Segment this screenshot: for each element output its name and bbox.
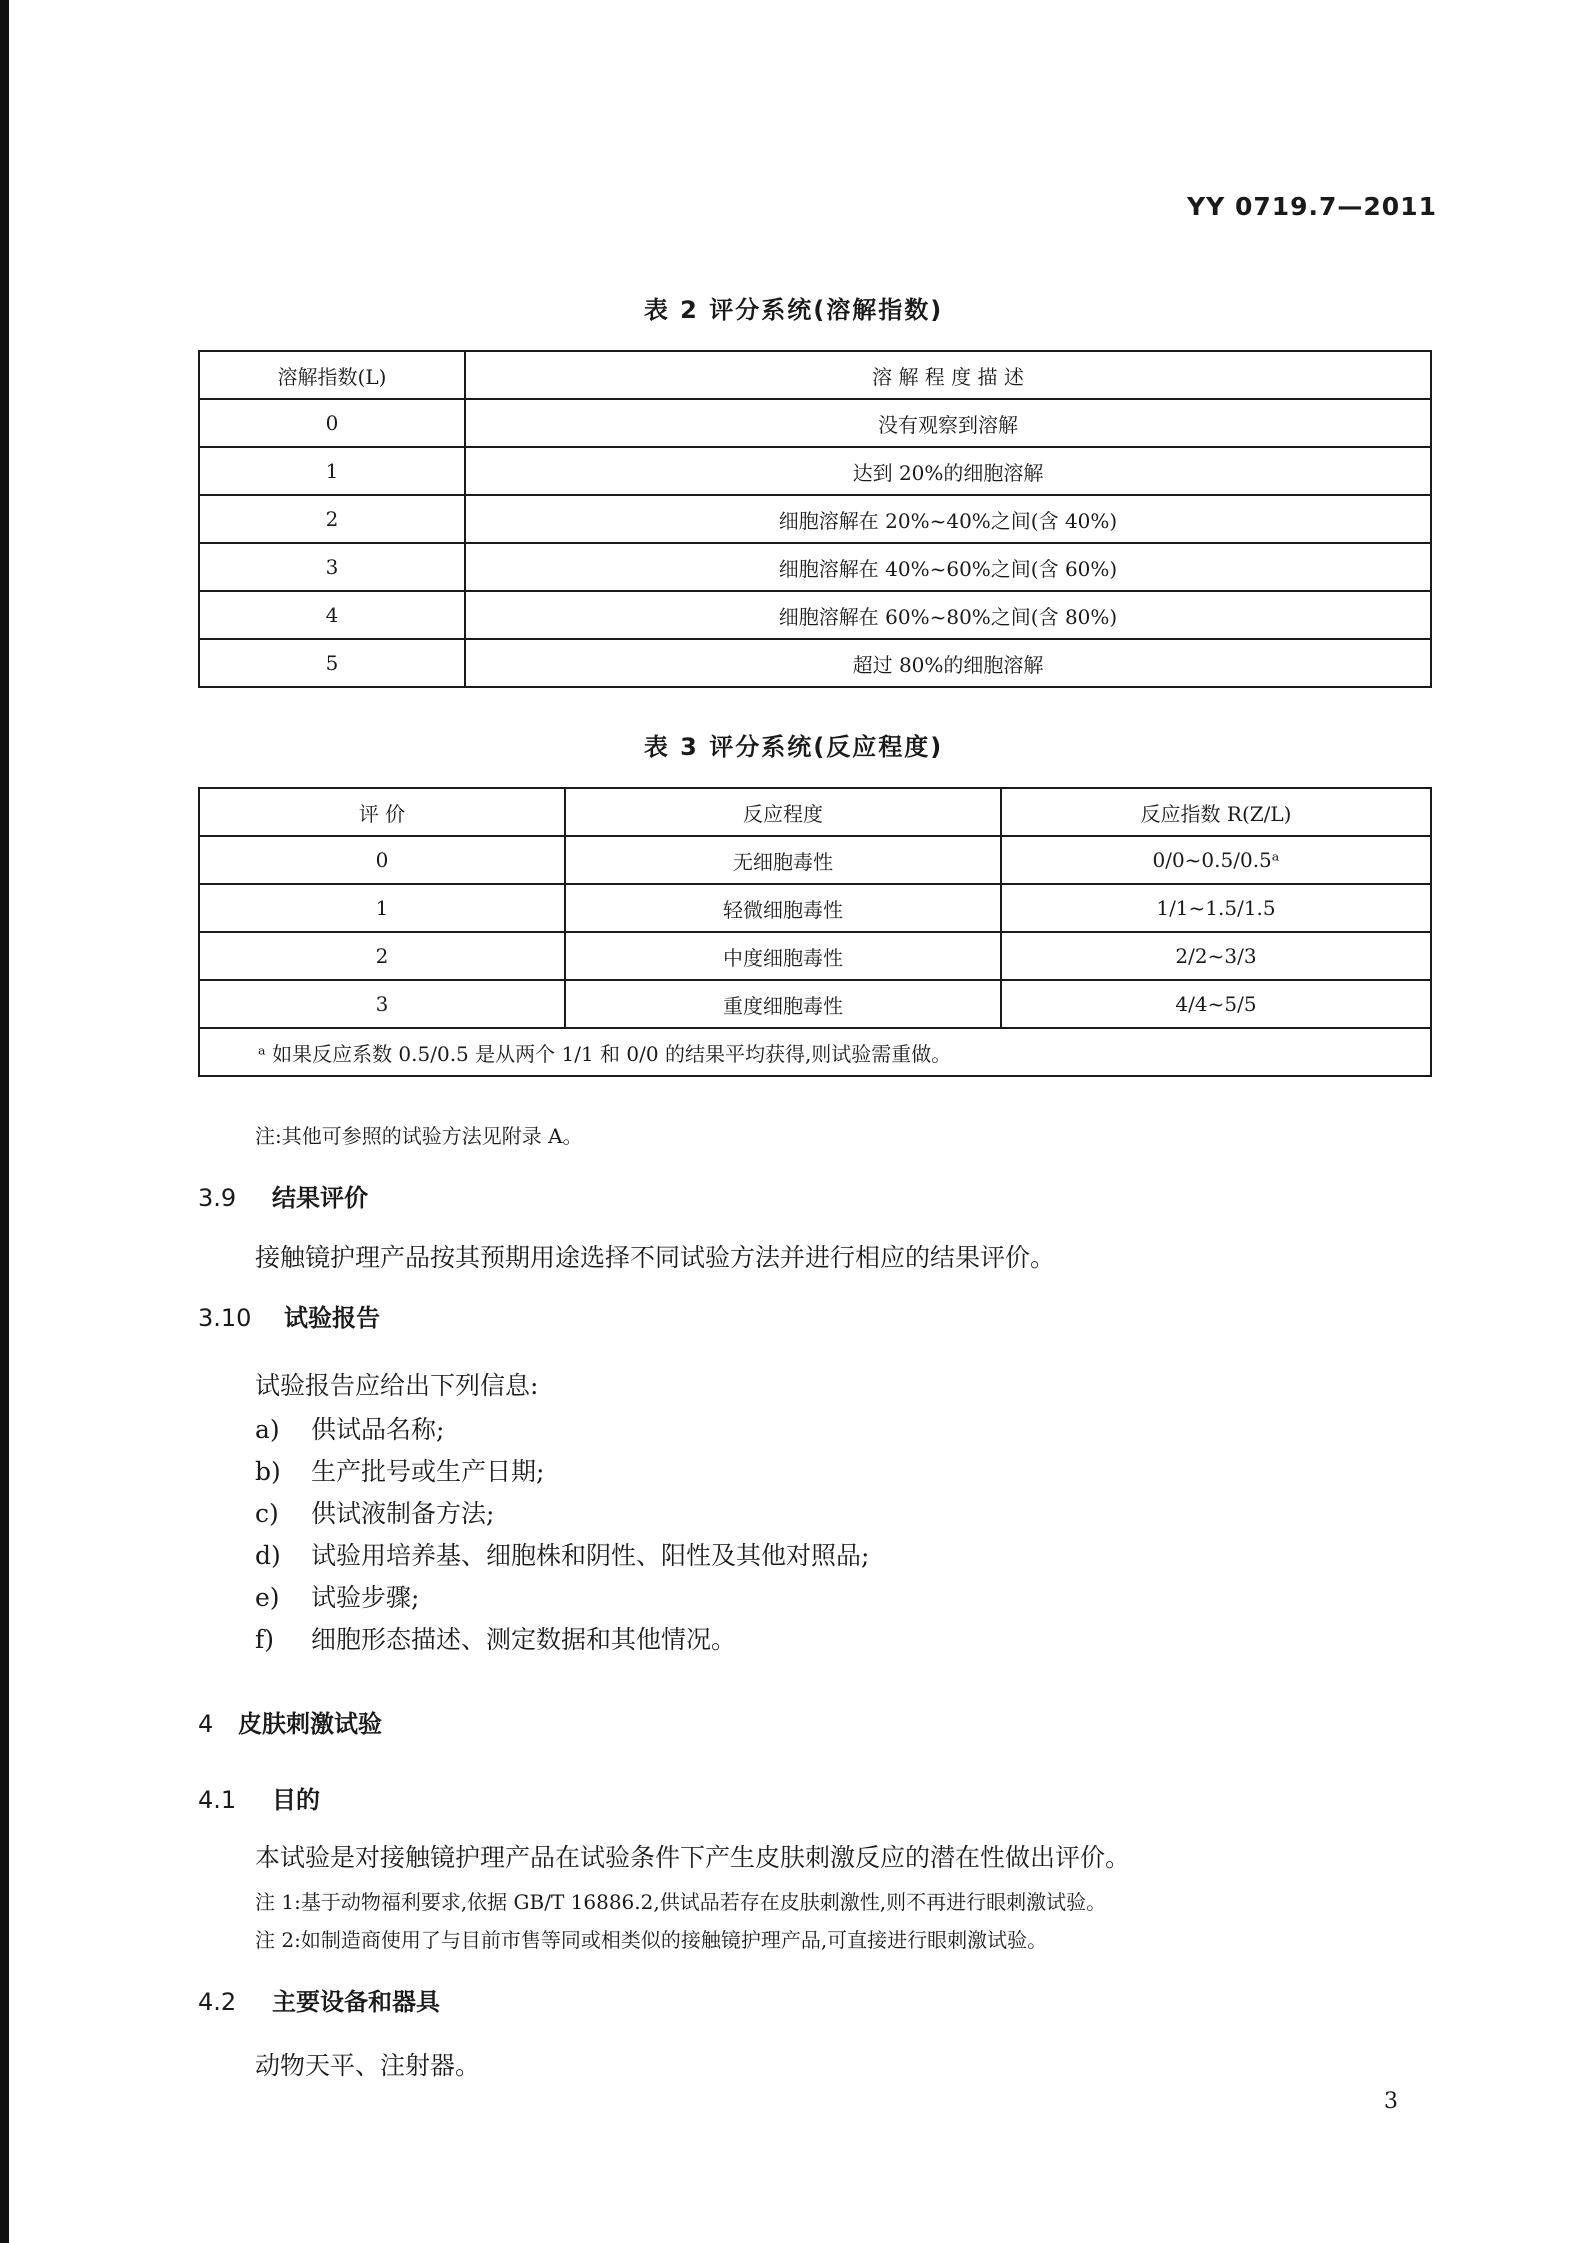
section-heading-4: [198, 1704, 382, 1739]
list-item: [255, 1620, 736, 1656]
table-row: [199, 836, 1431, 884]
section-number: 4.1: [198, 1786, 237, 1814]
list-text: 细胞形态描述、测定数据和其他情况。: [311, 1625, 737, 1654]
section-heading-4-1: [198, 1780, 320, 1815]
table-cell: 中度细胞毒性: [565, 932, 1001, 980]
list-label: b): [255, 1457, 281, 1486]
table-cell: 0/0~0.5/0.5ᵃ: [1001, 836, 1431, 884]
table-cell: 2: [199, 932, 565, 980]
section-title: 目的: [272, 1786, 320, 1814]
list-label: d): [255, 1541, 281, 1570]
table-cell: 5: [199, 639, 465, 687]
table-header-cell: 溶解指数(L): [199, 351, 465, 399]
table-row: [199, 980, 1431, 1028]
note-appendix: 注:其他可参照的试验方法见附录 A。: [255, 1124, 583, 1148]
standard-code: YY 0719.7—2011: [1187, 192, 1437, 221]
table-cell: 重度细胞毒性: [565, 980, 1001, 1028]
list-item: [255, 1494, 494, 1530]
section-number: 4.2: [198, 1988, 237, 2016]
paragraph: 试验报告应给出下列信息:: [255, 1371, 539, 1400]
table-row: [199, 495, 1431, 543]
table-cell: 3: [199, 980, 565, 1028]
list-text: 供试液制备方法;: [311, 1499, 495, 1528]
table-cell: 超过 80%的细胞溶解: [465, 639, 1431, 687]
list-label: f): [255, 1625, 275, 1654]
table-row: [199, 884, 1431, 932]
table-cell: 无细胞毒性: [565, 836, 1001, 884]
section-title: 主要设备和器具: [272, 1988, 440, 2016]
paragraph: 接触镜护理产品按其预期用途选择不同试验方法并进行相应的结果评价。: [255, 1243, 1056, 1272]
table-cell: 2: [199, 495, 465, 543]
paragraph: 动物天平、注射器。: [255, 2051, 481, 2080]
table-row: [199, 591, 1431, 639]
table-footnote-row: [199, 1028, 1431, 1076]
table-header-cell: 反应指数 R(Z/L): [1001, 788, 1431, 836]
table-row: [199, 639, 1431, 687]
section-heading-3-10: [198, 1298, 380, 1333]
table3-title: 表 3 评分系统(反应程度): [643, 733, 944, 761]
list-item: [255, 1536, 869, 1572]
list-item: [255, 1410, 444, 1446]
list-label: e): [255, 1583, 280, 1612]
table-cell: 4: [199, 591, 465, 639]
section-title: 皮肤刺激试验: [238, 1710, 382, 1738]
list-label: c): [255, 1499, 279, 1528]
section-number: 4: [198, 1710, 214, 1738]
note-2: 注 2:如制造商使用了与目前市售等同或相类似的接触镜护理产品,可直接进行眼刺激试验。: [255, 1928, 1048, 1952]
table-header-cell: 反应程度: [565, 788, 1001, 836]
table-cell: 没有观察到溶解: [465, 399, 1431, 447]
table-header-cell: 评 价: [199, 788, 565, 836]
table-cell: 0: [199, 836, 565, 884]
table-cell: 细胞溶解在 60%~80%之间(含 80%): [465, 591, 1431, 639]
table-cell: 3: [199, 543, 465, 591]
section-number: 3.9: [198, 1184, 237, 1212]
table-cell: 轻微细胞毒性: [565, 884, 1001, 932]
table-cell: 0: [199, 399, 465, 447]
section-title: 试验报告: [284, 1304, 380, 1332]
section-heading-4-2: [198, 1982, 440, 2017]
table2-title: 表 2 评分系统(溶解指数): [643, 296, 944, 324]
paragraph: 本试验是对接触镜护理产品在试验条件下产生皮肤刺激反应的潜在性做出评价。: [255, 1843, 1131, 1872]
table-header-row: [199, 788, 1431, 836]
table-cell: 1: [199, 447, 465, 495]
table-cell: 达到 20%的细胞溶解: [465, 447, 1431, 495]
table-cell: 细胞溶解在 40%~60%之间(含 60%): [465, 543, 1431, 591]
table-row: [199, 543, 1431, 591]
table3: [198, 787, 1432, 1077]
list-text: 供试品名称;: [311, 1415, 445, 1444]
table-header-row: [199, 351, 1431, 399]
note-1: 注 1:基于动物福利要求,依据 GB/T 16886.2,供试品若存在皮肤刺激性,则不再进行眼刺激试验。: [255, 1890, 1107, 1914]
list-text: 试验用培养基、细胞株和阴性、阳性及其他对照品;: [311, 1541, 870, 1570]
table-header-cell: 溶 解 程 度 描 述: [465, 351, 1431, 399]
page-number: 3: [1384, 2089, 1398, 2114]
list-item: [255, 1578, 419, 1614]
table-row: [199, 399, 1431, 447]
table-footnote: ᵃ 如果反应系数 0.5/0.5 是从两个 1/1 和 0/0 的结果平均获得,则试验需重做。: [199, 1028, 1431, 1076]
list-label: a): [255, 1415, 280, 1444]
section-heading-3-9: [198, 1178, 368, 1213]
table-cell: 细胞溶解在 20%~40%之间(含 40%): [465, 495, 1431, 543]
table-cell: 2/2~3/3: [1001, 932, 1431, 980]
scan-edge: [0, 0, 9, 2243]
list-text: 试验步骤;: [311, 1583, 420, 1612]
table-cell: 4/4~5/5: [1001, 980, 1431, 1028]
list-item: [255, 1452, 544, 1488]
table-row: [199, 447, 1431, 495]
section-number: 3.10: [198, 1304, 252, 1332]
list-text: 生产批号或生产日期;: [311, 1457, 545, 1486]
table-row: [199, 932, 1431, 980]
section-title: 结果评价: [272, 1184, 368, 1212]
table2: [198, 350, 1432, 688]
table-cell: 1/1~1.5/1.5: [1001, 884, 1431, 932]
table-cell: 1: [199, 884, 565, 932]
